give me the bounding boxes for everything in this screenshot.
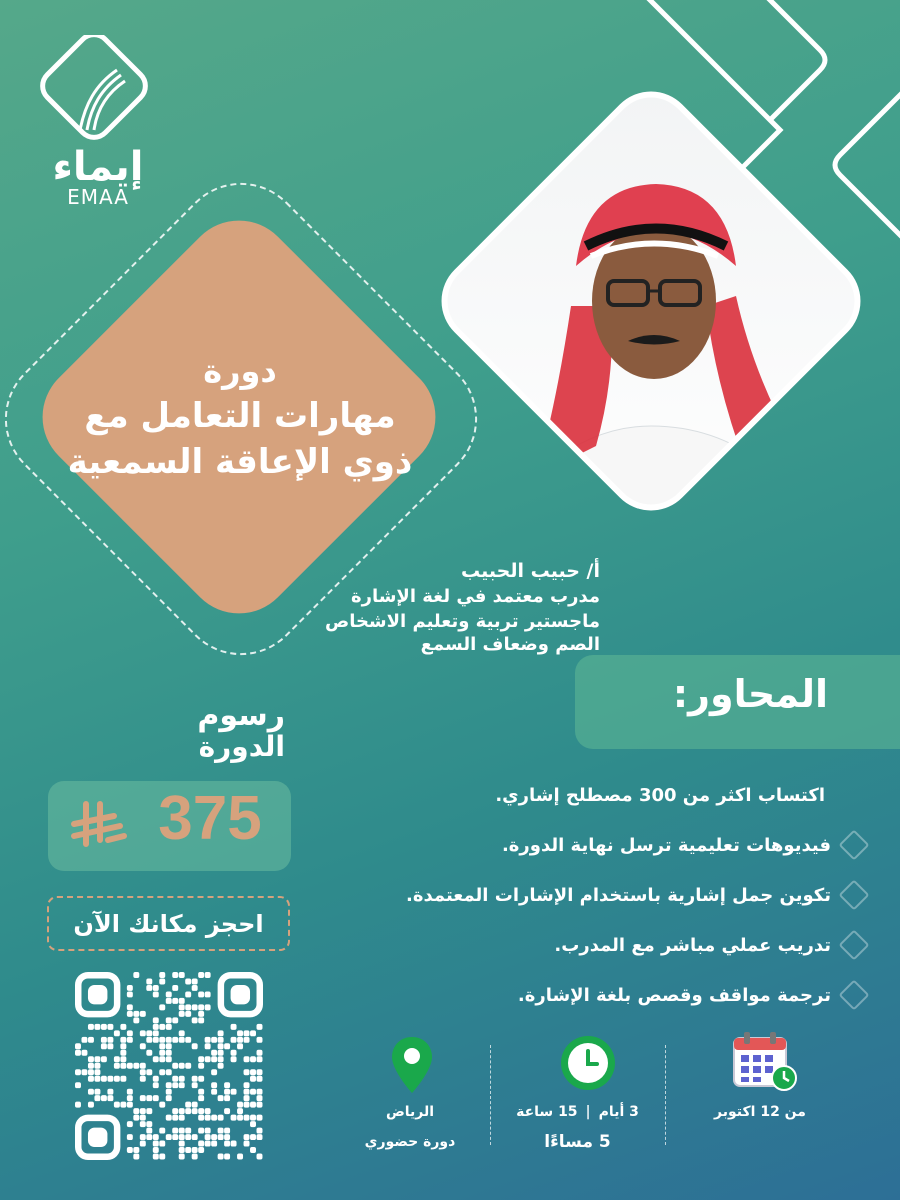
diamond-bullet-icon <box>838 979 869 1010</box>
axes-title: المحاور: <box>672 672 828 716</box>
course-duration <box>495 1104 660 1120</box>
axes-list <box>406 770 865 1020</box>
course-city: الرياض <box>385 1104 435 1120</box>
course-time: 5 مساءًا <box>544 1132 611 1152</box>
axis-item <box>440 970 865 1020</box>
trainer-info <box>260 560 600 655</box>
fees-label-line1: رسوم <box>197 698 285 733</box>
course-label: دورة <box>203 352 277 390</box>
qr-code <box>75 972 263 1160</box>
saudi-riyal-icon <box>68 800 128 852</box>
diamond-bullet-icon <box>838 829 869 860</box>
axis-item-text: تدريب عملي مباشر مع المدرب. <box>554 934 831 956</box>
location-pin-icon <box>390 1035 434 1095</box>
clock-icon <box>558 1033 618 1093</box>
price-amount: 375 <box>158 784 262 853</box>
brand-name-en: EMAA <box>67 185 129 209</box>
trainer-name: أ/ حبيب الحبيب <box>461 560 600 582</box>
axis-item <box>406 870 865 920</box>
course-title-line1: مهارات التعامل مع <box>84 396 396 436</box>
duration-days: 3 أيام <box>598 1104 639 1120</box>
axis-item <box>440 920 865 970</box>
axis-item-text: ترجمة مواقف وقصص بلغة الإشارة. <box>517 984 831 1006</box>
diamond-bullet-icon <box>838 929 869 960</box>
book-now-label: احجز مكانك الآن <box>73 909 264 938</box>
course-mode: دورة حضوري <box>364 1134 456 1150</box>
trainer-title: مدرب معتمد في لغة الإشارة <box>350 586 600 607</box>
trainer-degree-line1: ماجستير تربية وتعليم الاشخاص <box>324 611 600 632</box>
duration-hours: 15 ساعة <box>516 1104 578 1120</box>
duration-separator: | <box>585 1104 591 1120</box>
course-date: من 12 اكتوبر <box>714 1104 806 1120</box>
info-divider <box>665 1045 666 1145</box>
info-divider <box>490 1045 491 1145</box>
brand-name-ar: إيماء <box>52 144 144 190</box>
axis-item-text: اكتساب اكثر من 300 مصطلح إشاري. <box>495 784 825 806</box>
logo-mark-icon <box>25 35 165 155</box>
axis-item-text: فيديوهات تعليمية ترسل نهاية الدورة. <box>501 834 831 856</box>
axis-item-text: تكوين جمل إشارية باستخدام الإشارات المعتمدة. <box>406 884 831 906</box>
trainer-degree-line2: الصم وضعاف السمع <box>420 634 600 655</box>
calendar-icon <box>730 1028 798 1094</box>
axis-item <box>440 770 865 820</box>
diamond-bullet-icon <box>838 879 869 910</box>
book-now-button[interactable] <box>47 896 290 951</box>
brand-logo <box>25 35 165 209</box>
fees-label-line2: الدورة <box>198 730 285 763</box>
axis-item <box>440 820 865 870</box>
course-title-line2: ذوي الإعاقة السمعية <box>67 442 413 482</box>
